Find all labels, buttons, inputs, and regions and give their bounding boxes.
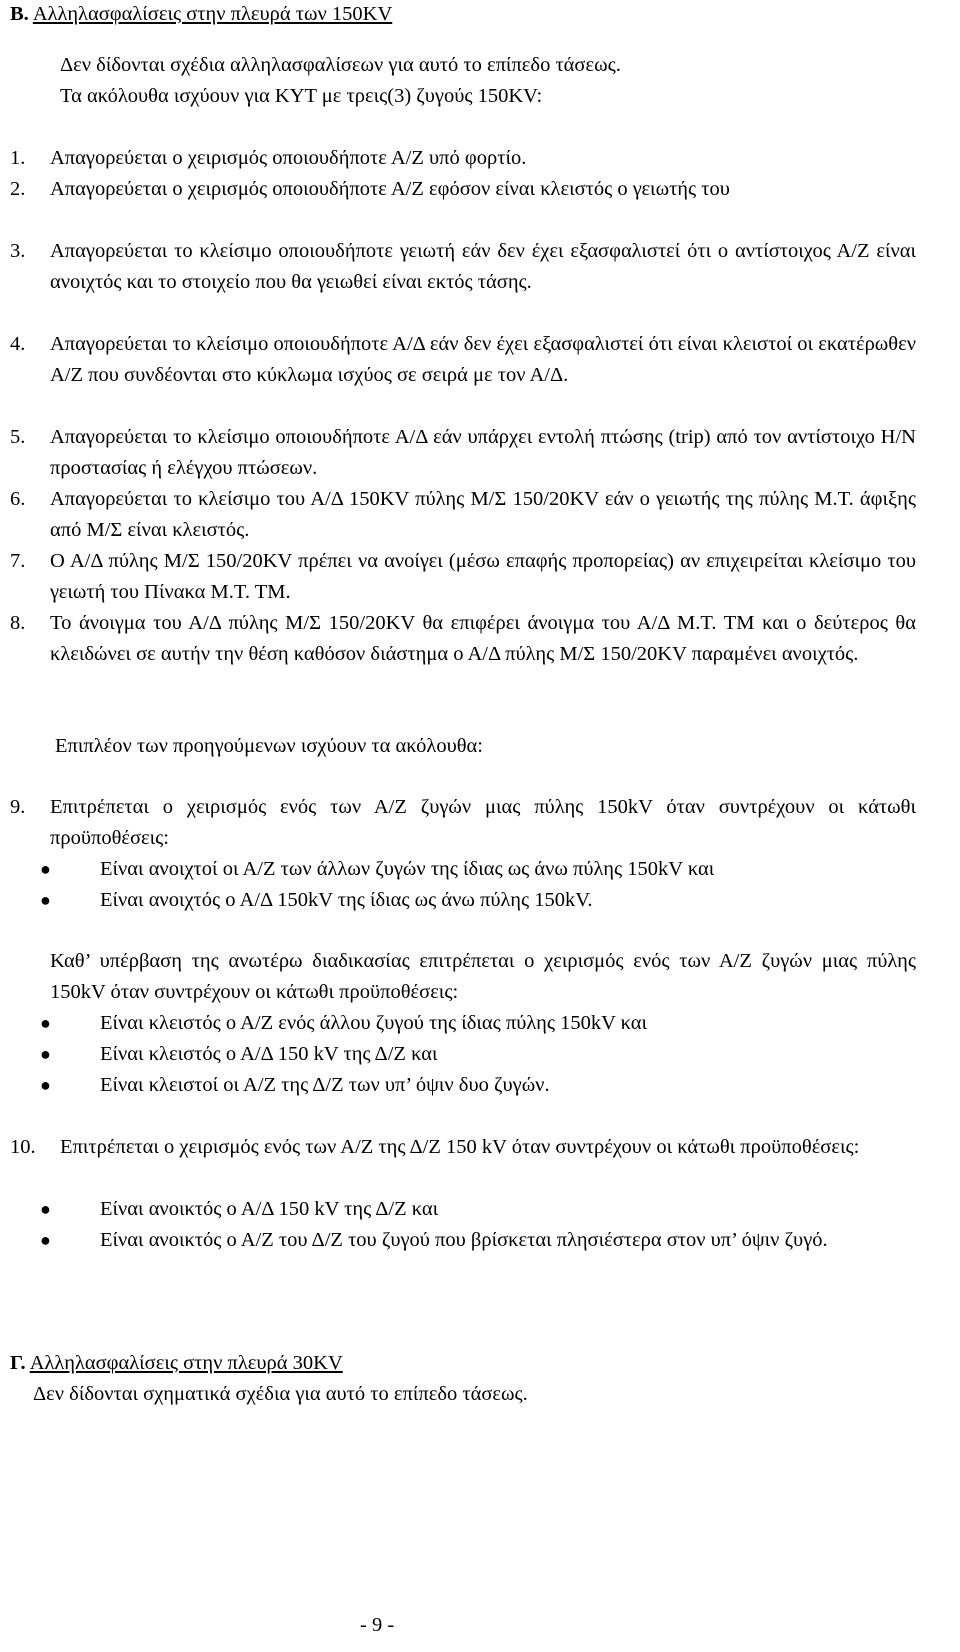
- bullet-icon: ●: [40, 1230, 51, 1250]
- list-item-2: [10, 174, 916, 205]
- bullet-icon: ●: [40, 1044, 51, 1064]
- bullet-icon: ●: [40, 1075, 51, 1095]
- item10-bullet-2: [40, 1225, 916, 1256]
- item-number: 5.: [10, 426, 26, 448]
- item-number: 1.: [10, 147, 26, 169]
- item-number: 2.: [10, 178, 26, 200]
- additional-intro: Επιπλέον των προηγούμενων ισχύουν τα ακόλουθα:: [55, 735, 483, 757]
- item10-bullet-1: [40, 1194, 916, 1225]
- item-text: Απαγορεύεται το κλείσιμο οποιουδήποτε γειωτή εάν δεν έχει εξασφαλιστεί ότι ο αντίστοιχος Α/Ζ είναι ανοιχτός και το στοιχείο που θα γειωθεί είναι εκτός τάσης.: [50, 240, 916, 293]
- list-item-7: [10, 546, 916, 608]
- section-b-letter: Β.: [10, 3, 29, 25]
- item-text: Ο Α/Δ πύλης Μ/Σ 150/20KV πρέπει να ανοίγει (μέσω επαφής προπορείας) αν επιχειρείται κλείσιμο του γειωτή του Πίνακα Μ.Τ. ΤΜ.: [50, 550, 916, 603]
- exception-paragraph: Καθ’ υπέρβαση της ανωτέρω διαδικασίας επιτρέπεται ο χειρισμός ενός των Α/Ζ ζυγών μιας πύλης 150kV όταν συντρέχουν οι κάτωθι προϋποθέσεις:: [50, 950, 916, 1003]
- page-number: - 9 -: [360, 1614, 395, 1636]
- intro-line-2: Τα ακόλουθα ισχύουν για ΚΥΤ με τρεις(3) ζυγούς 150KV:: [60, 85, 543, 107]
- item-number: 10.: [10, 1136, 36, 1158]
- item-text: Απαγορεύεται ο χειρισμός οποιουδήποτε Α/Ζ εφόσον είναι κλειστός ο γειωτής του: [50, 178, 730, 200]
- bullet-text: Είναι ανοικτός ο Α/Ζ του Δ/Ζ του ζυγού που βρίσκεται πλησιέστερα στον υπ’ όψιν ζυγό.: [100, 1229, 828, 1251]
- bullet-icon: ●: [40, 890, 51, 910]
- bullet-text: Είναι ανοιχτοί οι Α/Ζ των άλλων ζυγών της ίδιας ως άνω πύλης 150kV και: [100, 858, 715, 880]
- section-c-heading: [10, 1348, 343, 1379]
- list-item-8: [10, 608, 916, 670]
- item-text: Απαγορεύεται το κλείσιμο του Α/Δ 150KV πύλης Μ/Σ 150/20KV εάν ο γειωτής της πύλης Μ.Τ. άφιξης από Μ/Σ είναι κλειστός.: [50, 488, 916, 541]
- list-item-4: [10, 329, 916, 391]
- list-item-10: [10, 1132, 916, 1163]
- bullet-icon: ●: [40, 859, 51, 879]
- item-number: 6.: [10, 488, 26, 510]
- section-b-heading: [10, 0, 392, 30]
- exception-bullet-2: [40, 1039, 916, 1070]
- section-b-title: Αλληλασφαλίσεις στην πλευρά των 150KV: [32, 3, 393, 25]
- item-text: Απαγορεύεται το κλείσιμο οποιουδήποτε Α/Δ εάν δεν έχει εξασφαλιστεί ότι είναι κλειστοί οι εκατέρωθεν Α/Ζ που συνδέονται στο κύκλωμα ισχύος σε σειρά με τον Α/Δ.: [50, 333, 916, 386]
- item-text: Απαγορεύεται ο χειρισμός οποιουδήποτε Α/Ζ υπό φορτίο.: [50, 147, 527, 169]
- section-c-letter: Γ.: [10, 1352, 26, 1374]
- item-text: Το άνοιγμα του Α/Δ πύλης Μ/Σ 150/20KV θα επιφέρει άνοιγμα του Α/Δ Μ.Τ. ΤΜ και ο δεύτερος θα κλειδώνει σε αυτήν την θέση καθόσον διάστημα ο Α/Δ πύλης Μ/Σ 150/20KV παραμένει ανοιχτός.: [50, 612, 916, 665]
- item-text: Απαγορεύεται το κλείσιμο οποιουδήποτε Α/Δ εάν υπάρχει εντολή πτώσης (trip) από τον αντίστοιχο Η/Ν προστασίας ή ελέγχου πτώσεων.: [50, 426, 916, 479]
- item-number: 3.: [10, 240, 26, 262]
- item-text: Επιτρέπεται ο χειρισμός ενός των Α/Ζ της Δ/Ζ 150 kV όταν συντρέχουν οι κάτωθι προϋποθέσεις:: [60, 1136, 860, 1158]
- list-item-3: [10, 236, 916, 298]
- item-text: Επιτρέπεται ο χειρισμός ενός των Α/Ζ ζυγών μιας πύλης 150kV όταν συντρέχουν οι κάτωθι προϋποθέσεις:: [50, 796, 916, 849]
- list-item-6: [10, 484, 916, 546]
- bullet-text: Είναι κλειστός ο Α/Δ 150 kV της Δ/Ζ και: [100, 1043, 438, 1065]
- item9-bullet-1: [40, 854, 916, 885]
- bullet-icon: ●: [40, 1199, 51, 1219]
- section-c-title: Αλληλασφαλίσεις στην πλευρά 30KV: [29, 1352, 343, 1374]
- exception-bullet-3: [40, 1070, 916, 1101]
- exception-bullet-1: [40, 1008, 916, 1039]
- bullet-text: Είναι ανοιχτός ο Α/Δ 150kV της ίδιας ως άνω πύλης 150kV.: [100, 889, 593, 911]
- bullet-text: Είναι κλειστοί οι Α/Ζ της Δ/Ζ των υπ’ όψιν δυο ζυγών.: [100, 1074, 550, 1096]
- list-item-5: [10, 422, 916, 484]
- item-number: 4.: [10, 333, 26, 355]
- section-c-text: Δεν δίδονται σχηματικά σχέδια για αυτό το επίπεδο τάσεως.: [33, 1383, 528, 1405]
- item-number: 9.: [10, 796, 26, 818]
- item-number: 7.: [10, 550, 26, 572]
- item-number: 8.: [10, 612, 26, 634]
- bullet-text: Είναι ανοικτός ο Α/Δ 150 kV της Δ/Ζ και: [100, 1198, 439, 1220]
- item9-bullet-2: [40, 885, 916, 916]
- intro-line-1: Δεν δίδονται σχέδια αλληλασφαλίσεων για αυτό το επίπεδο τάσεως.: [60, 54, 621, 76]
- bullet-icon: ●: [40, 1013, 51, 1033]
- bullet-text: Είναι κλειστός ο Α/Ζ ενός άλλου ζυγού της ίδιας πύλης 150kV και: [100, 1012, 648, 1034]
- list-item-1: [10, 143, 916, 174]
- list-item-9: [10, 792, 916, 854]
